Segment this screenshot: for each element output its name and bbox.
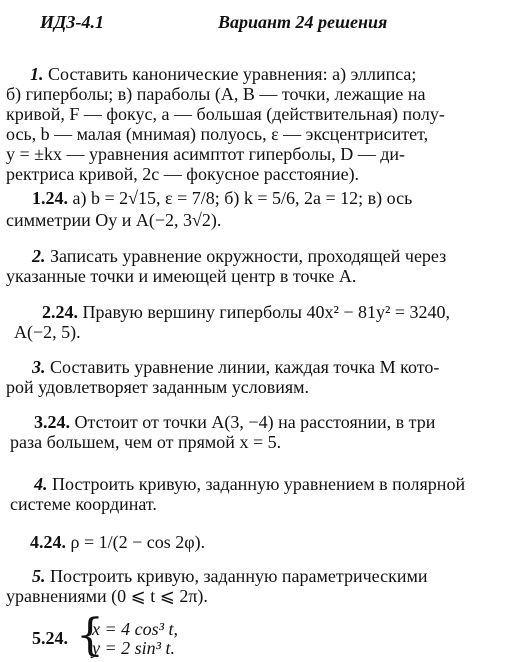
variant-2-text-1: Правую вершину гиперболы 40x² − 81y² = 3240, [82, 302, 451, 322]
task-1-number: 1. [30, 64, 44, 84]
task-1-line-1 [30, 64, 500, 85]
task-1-line-4: ось, b — малая (мнимая) полуось, ε — эксцентриситет, [6, 124, 429, 144]
variant-3-line-2: раза большем, чем от прямой x = 5. [10, 432, 282, 452]
task-4-number: 4. [34, 474, 48, 494]
task-3-line-2: рой удовлетворяет заданным условиям. [6, 377, 310, 397]
task-1-line-3: кривой, F — фокус, a — большая (действительная) полу- [6, 104, 445, 124]
task-2-text-1: Записать уравнение окружности, проходящей через [50, 246, 447, 266]
task-3-line-1 [32, 357, 439, 378]
header-right: Вариант 24 решения [218, 12, 388, 32]
variant-1-number: 1.24. [32, 188, 68, 208]
variant-5-number: 5.24. [32, 628, 68, 648]
task-5-line-2: уравнениями (0 ⩽ t ⩽ 2π). [6, 586, 208, 606]
variant-1-line-2: симметрии Oy и A(−2, 3√2). [6, 210, 222, 230]
task-1-line-6: ректриса кривой, 2c — фокусное расстояние). [6, 164, 360, 184]
brace-icon: { [76, 610, 104, 661]
variant-2-line-2: A(−2, 5). [14, 322, 81, 342]
variant-1-text-1: а) b = 2√15, ε = 7/8; б) k = 5/6, 2a = 12; в) ось [72, 188, 413, 208]
variant-3-text-1: Отстоит от точки A(3, −4) на расстоянии, в три [74, 412, 436, 432]
task-2-line-1 [32, 246, 446, 267]
variant-2-line-1 [42, 302, 450, 323]
variant-3-number: 3.24. [34, 412, 70, 432]
task-2-number: 2. [32, 246, 46, 266]
task-4-line-2: системе координат. [10, 494, 157, 514]
task-2-line-2: указанные точки и имеющей центр в точке A. [6, 266, 357, 286]
variant-4 [30, 532, 205, 553]
variant-2-number: 2.24. [42, 302, 78, 322]
task-5-number: 5. [32, 566, 46, 586]
task-3-number: 3. [32, 357, 46, 377]
task-1-line-2: б) гиперболы; в) параболы (A, B — точки, лежащие на [6, 84, 426, 104]
task-3-text-1: Составить уравнение линии, каждая точка M кото- [50, 357, 440, 377]
task-5-line-1 [32, 566, 428, 587]
header-left: ИДЗ-4.1 [40, 12, 104, 32]
task-4-text-1: Построить кривую, заданную уравнением в полярной [52, 474, 466, 494]
variant-4-text: ρ = 1/(2 − cos 2φ). [70, 532, 206, 552]
variant-1-line-1 [32, 188, 412, 209]
task-5-text-1: Построить кривую, заданную параметрическими [50, 566, 428, 586]
variant-5-eq-2: y = 2 sin³ t. [92, 638, 176, 658]
task-1-text-1: Составить канонические уравнения: а) эллипса; [48, 64, 417, 84]
variant-4-number: 4.24. [30, 532, 66, 552]
variant-3-line-1 [34, 412, 435, 433]
variant-5-eq-1: x = 4 cos³ t, [92, 619, 179, 639]
task-4-line-1 [34, 474, 465, 495]
task-1-line-5: y = ±kx — уравнения асимптот гиперболы, D — ди- [6, 144, 405, 164]
